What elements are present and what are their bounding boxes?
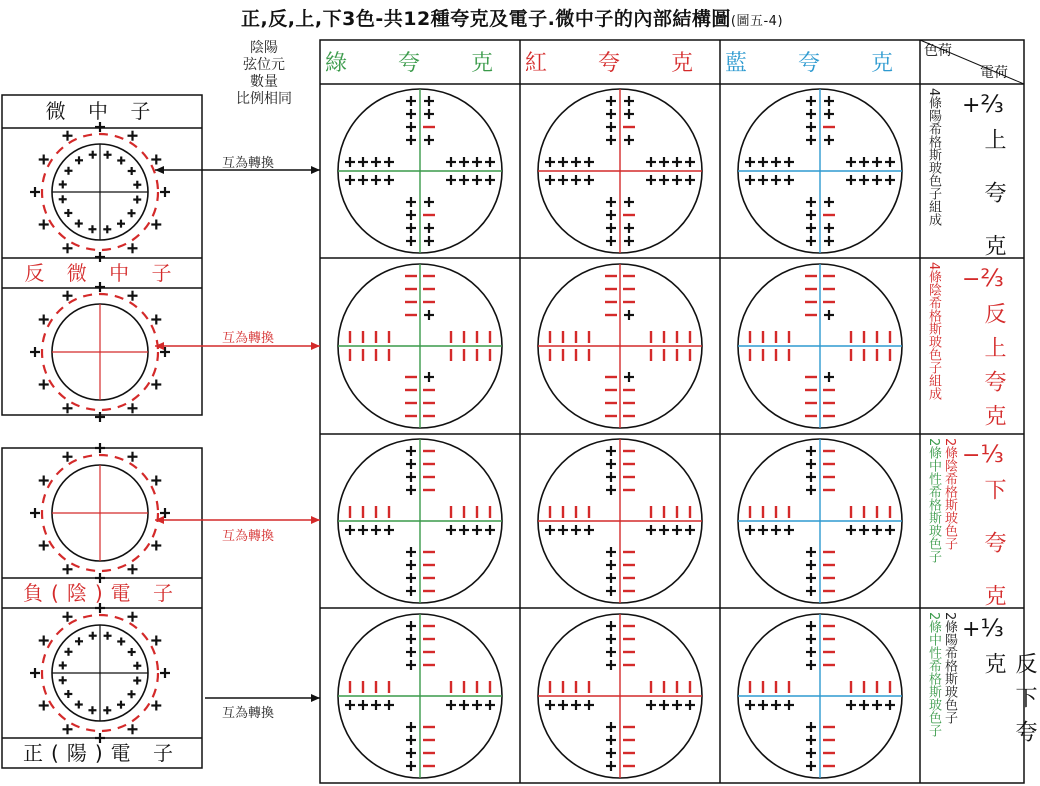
arrow-head [155,516,164,524]
charge-value: −⅓ [962,440,1004,468]
header-blue-quark: 藍 夸 克 [725,51,915,76]
charge-value: +⅔ [962,90,1004,118]
arrow-head [155,166,164,174]
composition-text: 4條陰希格斯玻色子組成 [926,262,941,401]
quark-name: 反下夸克 [981,652,1037,754]
arrow-head [311,166,320,174]
composition-text: 2條中性希格斯玻色子 [926,438,941,564]
antineutrino-label: 反 微 中 子 [24,261,180,285]
ratio-note: 陰陽 弦位元 數量 比例相同 [236,40,292,107]
conversion-label-2: 互為轉換 [222,331,275,346]
corner-color-charge: 色荷 [924,43,952,59]
main-grid [320,40,1024,783]
header-red-quark: 紅 夸 克 [525,51,715,76]
page-title: 正,反,上,下3色-共12種夸克及電子.微中子的內部結構圖(圖五-4) [240,8,784,30]
positron-label: 正(陽)電 子 [23,741,181,765]
composition-text: 2條陰希格斯玻色子 [942,438,957,551]
composition-text: 2條中性希格斯玻色子 [926,612,941,738]
electron-label: 負(陰)電 子 [23,581,181,605]
header-green-quark: 綠 夸 克 [325,51,515,76]
arrow-head [311,516,320,524]
composition-text: 2條陽希格斯玻色子 [942,612,957,725]
quark-name: 下 夸 克 [981,478,1006,618]
composition-text: 4條陽希格斯玻色子組成 [926,88,941,227]
arrow-head [311,694,320,702]
neutrino-label: 微 中 子 [45,99,159,123]
neutrino-panel [2,95,202,415]
corner-electric-charge: 電荷 [980,65,1008,81]
arrow-head [311,342,320,350]
conversion-label-3: 互為轉換 [222,529,275,544]
quark-name: 上 夸 克 [981,128,1006,268]
conversion-label-1: 互為轉換 [222,156,275,171]
charge-value: +⅓ [962,614,1004,642]
charge-value: −⅔ [962,264,1004,292]
quark-name: 反上夸克 [981,302,1006,438]
conversion-label-4: 互為轉換 [222,706,275,721]
